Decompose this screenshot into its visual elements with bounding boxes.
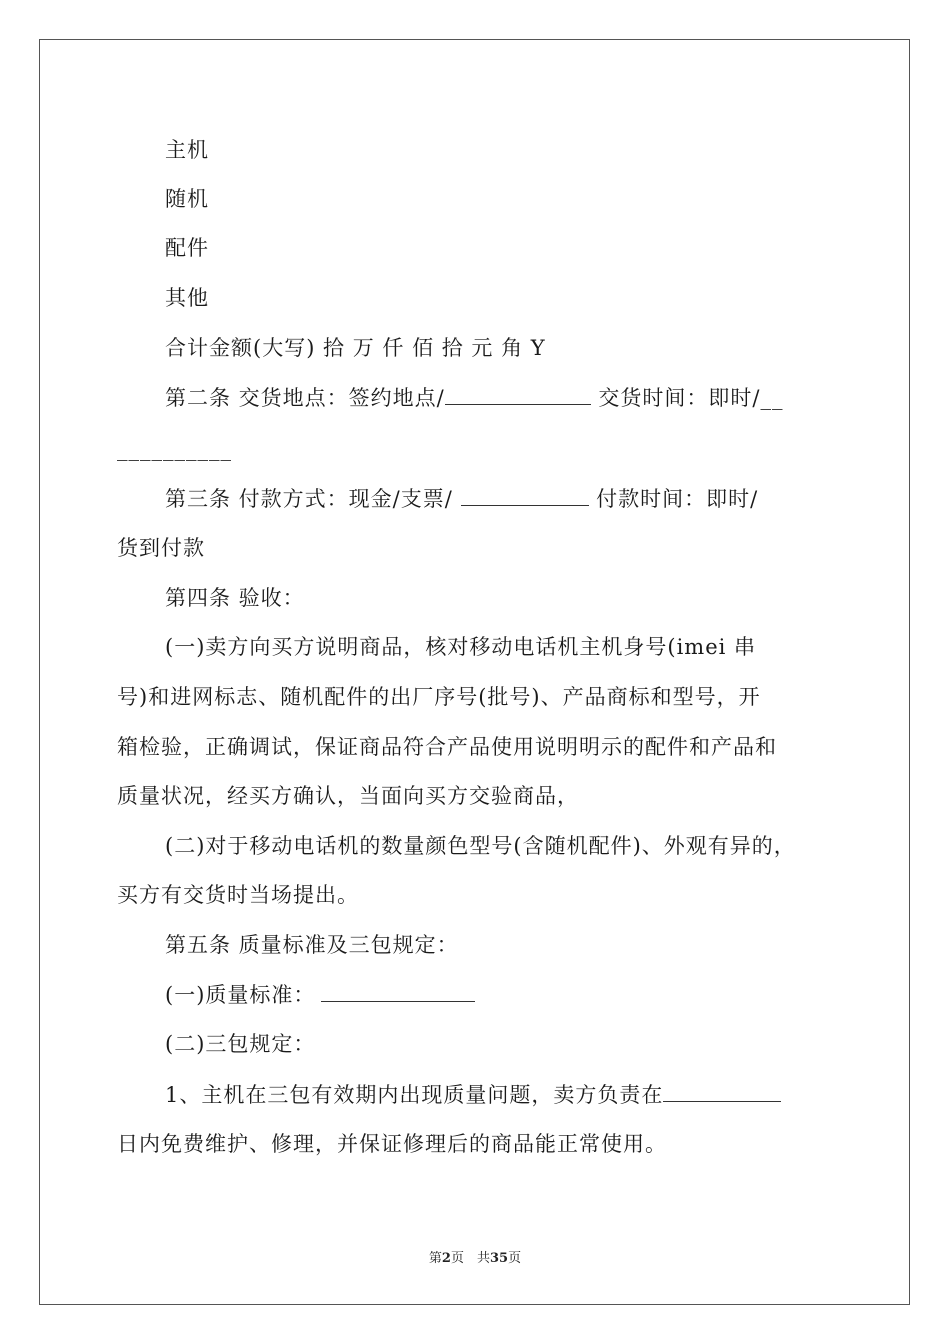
text-line: 货到付款 [117, 536, 205, 560]
quality-standard-line [165, 980, 475, 1010]
text-line: (二)三包规定： [165, 1032, 316, 1056]
blank-line [663, 1081, 781, 1102]
quality-standard-label: (一)质量标准： [165, 983, 316, 1007]
text-line: 买方有交货时当场提出。 [117, 883, 359, 907]
page-frame [39, 39, 910, 1305]
footer-page-number: 2 [441, 1251, 451, 1266]
text-line: (二)对于移动电话机的数量颜色型号(含随机配件)、外观有异的， [165, 834, 796, 858]
text-line: 箱检验，正确调试，保证商品符合产品使用说明明示的配件和产品和 [117, 735, 777, 759]
blank-line [321, 981, 475, 1002]
warranty-text: 1、主机在三包有效期内出现质量问题，卖方负责在 [165, 1083, 664, 1107]
article-2-line [165, 383, 784, 413]
page-footer [0, 1247, 950, 1266]
text-line: 日内免费维护、修理，并保证修理后的商品能正常使用。 [117, 1132, 667, 1156]
blank-line [461, 485, 589, 506]
article-4-heading: 第四条 验收： [165, 586, 305, 610]
article-3-line [165, 484, 758, 514]
text-line: 其他 [165, 286, 209, 310]
text-line: __________ [117, 437, 232, 461]
text-line: 随机 [165, 187, 209, 211]
article-3-text-b: 付款时间：即时/ [588, 487, 759, 511]
text-line: (一)卖方向买方说明商品，核对移动电话机主机身号(imei 串 [165, 635, 757, 659]
warranty-line [165, 1080, 781, 1110]
text-line: 主机 [165, 138, 209, 162]
footer-total-pages: 35 [489, 1251, 509, 1266]
text-line: 质量状况，经买方确认，当面向买方交验商品， [117, 784, 579, 808]
text-line: 号)和进网标志、随机配件的出厂序号(批号)、产品商标和型号，开 [117, 685, 761, 709]
article-2-text-b: 交货时间：即时/__ [590, 386, 784, 410]
article-2-text-a: 第二条 交货地点：签约地点/ [165, 386, 445, 410]
footer-suffix: 页 [508, 1251, 522, 1266]
footer-mid: 页 共 [450, 1251, 490, 1266]
article-5-heading: 第五条 质量标准及三包规定： [165, 933, 459, 957]
blank-line [445, 384, 591, 405]
article-3-text-a: 第三条 付款方式：现金/支票/ [165, 487, 461, 511]
total-amount-line: 合计金额(大写) 拾 万 仟 佰 拾 元 角 Y [165, 336, 546, 360]
text-line: 配件 [165, 236, 209, 260]
footer-prefix: 第 [428, 1251, 442, 1266]
